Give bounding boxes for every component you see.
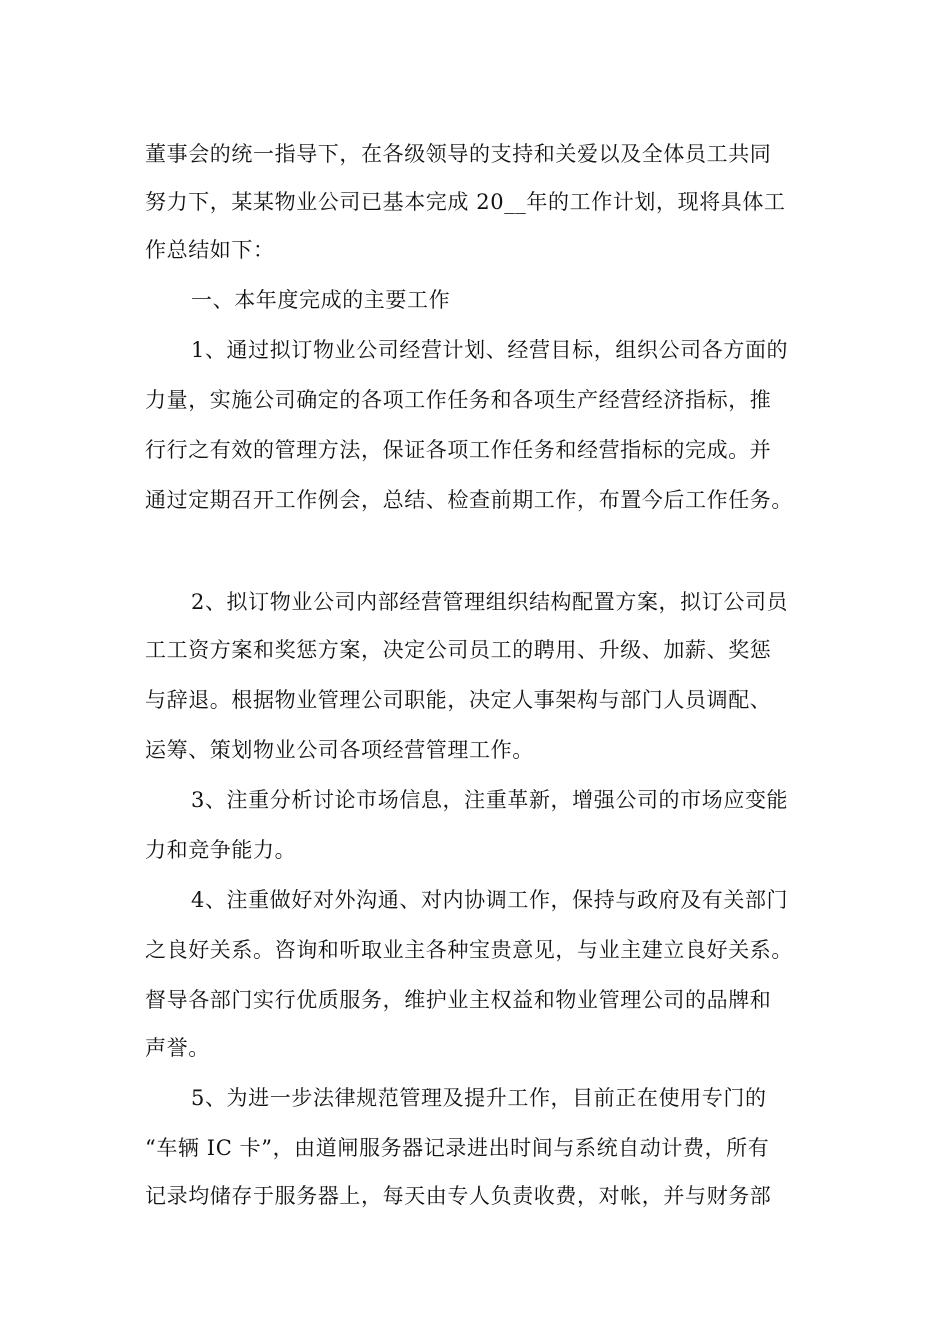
item-1-line-3: 行行之有效的管理方法，保证各项工作任务和经营指标的完成。并 bbox=[145, 438, 772, 462]
paragraph-intro-line-2: 努力下，某某物业公司已基本完成 20__年的工作计划，现将具体工 bbox=[145, 190, 786, 214]
item-5-line-1: 5、为进一步法律规范管理及提升工作，目前正在使用专门的 bbox=[191, 1086, 767, 1110]
item-4-line-1: 4、注重做好对外沟通、对内协调工作，保持与政府及有关部门 bbox=[191, 888, 789, 912]
item-4-line-2: 之良好关系。咨询和听取业主各种宝贵意见，与业主建立良好关系。 bbox=[145, 938, 793, 962]
section-heading: 一、本年度完成的主要工作 bbox=[191, 288, 451, 312]
item-1-line-2: 力量，实施公司确定的各项工作任务和各项生产经营经济指标，推 bbox=[145, 388, 772, 412]
item-5-line-2: “车辆 IC 卡”，由道闸服务器记录进出时间与系统自动计费，所有 bbox=[145, 1136, 770, 1160]
item-1-line-4: 通过定期召开工作例会，总结、检查前期工作，布置今后工作任务。 bbox=[145, 488, 793, 512]
item-2-line-2: 工工资方案和奖惩方案，决定公司员工的聘用、升级、加薪、奖惩 bbox=[145, 638, 772, 662]
item-3-line-1: 3、注重分析讨论市场信息，注重革新，增强公司的市场应变能 bbox=[191, 788, 789, 812]
item-4-line-4: 声誉。 bbox=[145, 1036, 210, 1060]
item-4-line-3: 督导各部门实行优质服务，维护业主权益和物业管理公司的品牌和 bbox=[145, 988, 772, 1012]
item-2-line-4: 运筹、策划物业公司各项经营管理工作。 bbox=[145, 738, 534, 762]
paragraph-intro-line-1: 董事会的统一指导下，在各级领导的支持和关爱以及全体员工共同 bbox=[145, 142, 772, 166]
item-5-line-3: 记录均储存于服务器上，每天由专人负责收费，对帐，并与财务部 bbox=[145, 1184, 772, 1208]
item-2-line-3: 与辞退。根据物业管理公司职能，决定人事架构与部门人员调配、 bbox=[145, 688, 772, 712]
item-3-line-2: 力和竞争能力。 bbox=[145, 838, 297, 862]
paragraph-intro-line-3: 作总结如下： bbox=[145, 238, 275, 262]
item-1-line-1: 1、通过拟订物业公司经营计划、经营目标，组织公司各方面的 bbox=[191, 338, 789, 362]
item-2-line-1: 2、拟订物业公司内部经营管理组织结构配置方案，拟订公司员 bbox=[191, 590, 789, 614]
